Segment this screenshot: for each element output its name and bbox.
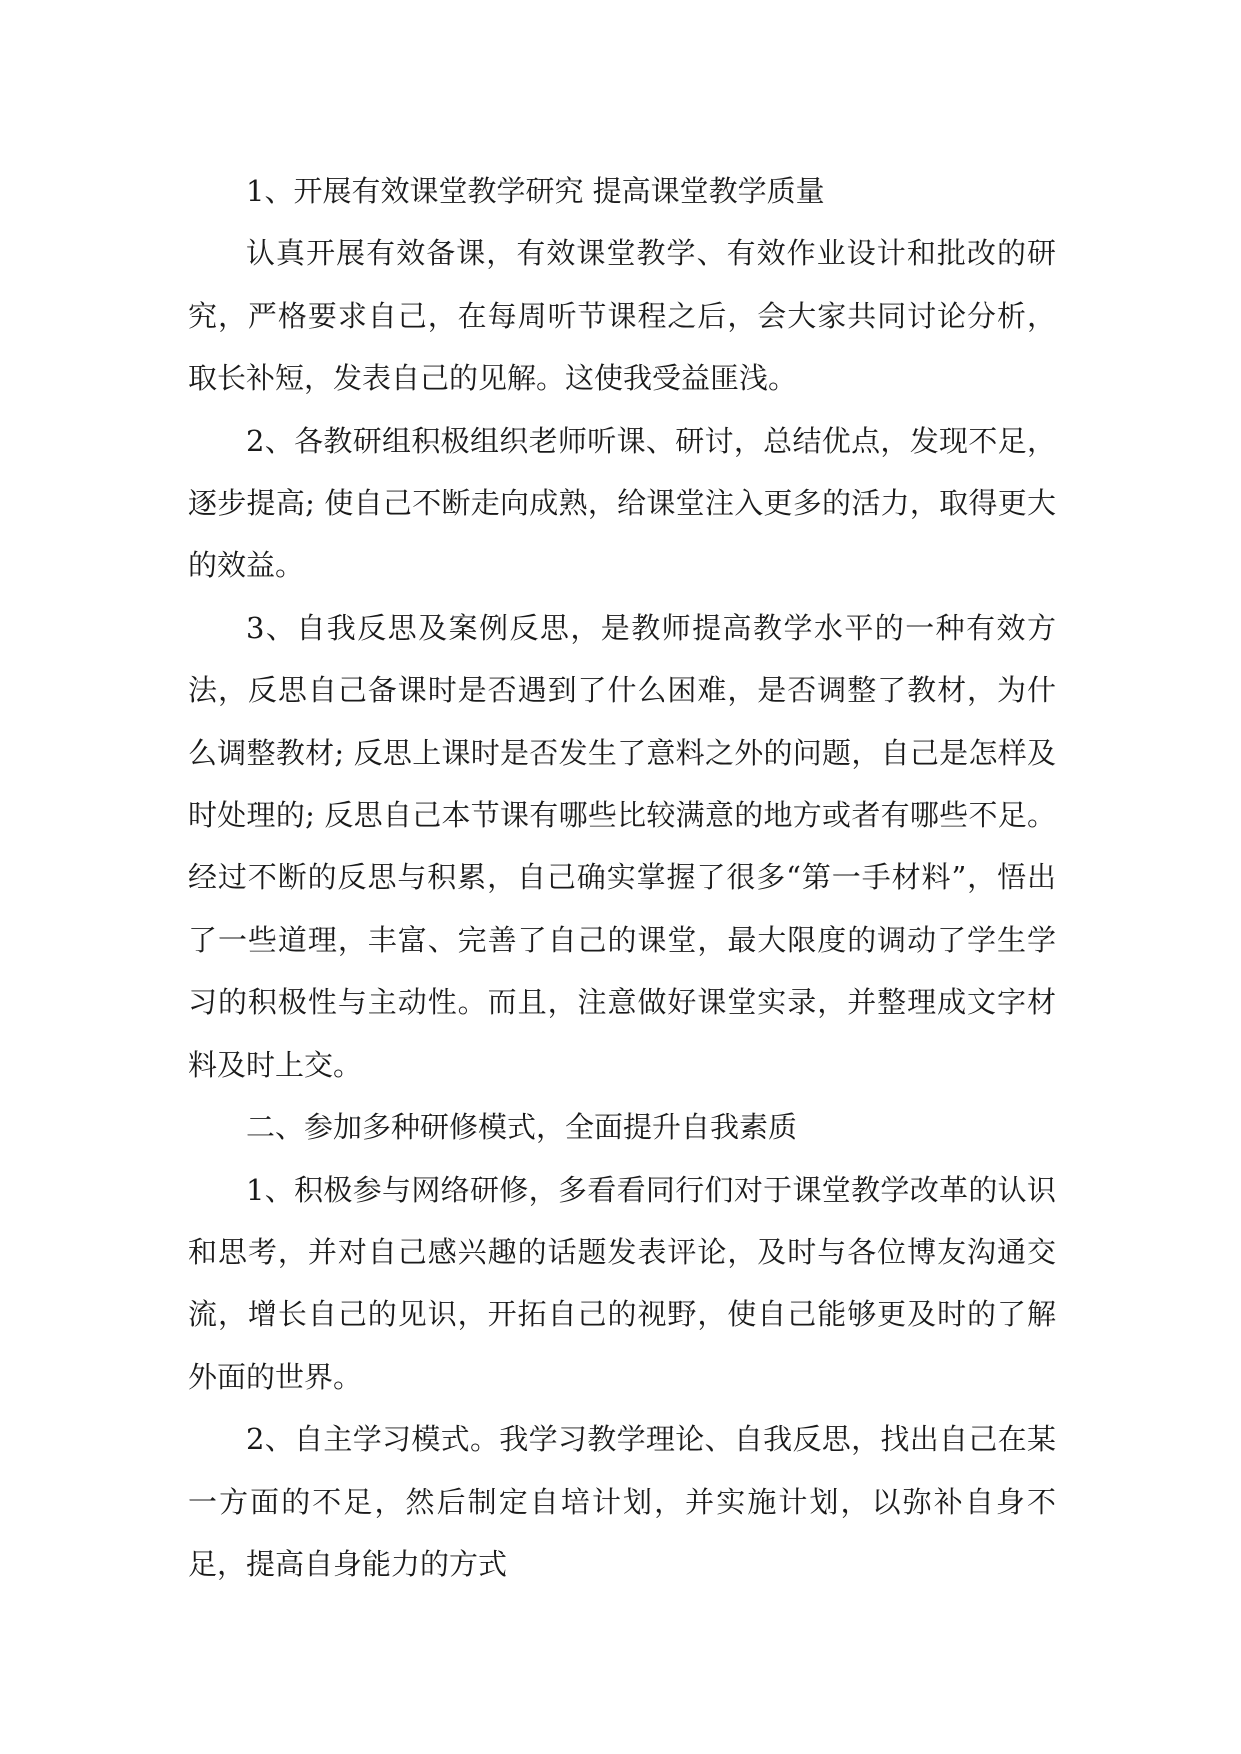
paragraph-1: 认真开展有效备课，有效课堂教学、有效作业设计和批改的研究，严格要求自己，在每周听节课程之后，会大家共同讨论分析，取长补短，发表自己的见解。这使我受益匪浅。 [188,236,1056,396]
document-body [188,160,1056,1595]
section-heading-1: 1、开展有效课堂教学研究 提高课堂教学质量 [246,174,825,208]
paragraph-4: 1、积极参与网络研修，多看看同行们对于课堂教学改革的认识和思考，并对自己感兴趣的话题发表评论，及时与各位博友沟通交流，增长自己的见识，开拓自己的视野，使自己能够更及时的了解外面的世界。 [188,1172,1056,1394]
paragraph-2: 2、各教研组积极组织老师听课、研讨，总结优点，发现不足，逐步提高; 使自己不断走向成熟，给课堂注入更多的活力，取得更大的效益。 [188,423,1056,583]
paragraph-5: 2、自主学习模式。我学习教学理论、自我反思，找出自己在某一方面的不足，然后制定自培计划，并实施计划，以弥补自身不足，提高自身能力的方式 [188,1422,1056,1581]
paragraph-3: 3、自我反思及案例反思，是教师提高教学水平的一种有效方法，反思自己备课时是否遇到了什么困难，是否调整了教材，为什么调整教材; 反思上课时是否发生了意料之外的问题，自己是怎样及时处理的; 反思自己本节课有哪些比较满意的地方或者有哪些不足。经过不断的反思与积累，自己确实掌握了很多“第一手材料”，悟出了一些道理，丰富、完善了自己的课堂，最大限度的调动了学生学习的积极性与主动性。而且，注意做好课堂实录，并整理成文字材料及时上交。 [188,610,1056,1082]
section-heading-2: 二、参加多种研修模式，全面提升自我素质 [246,1110,798,1145]
